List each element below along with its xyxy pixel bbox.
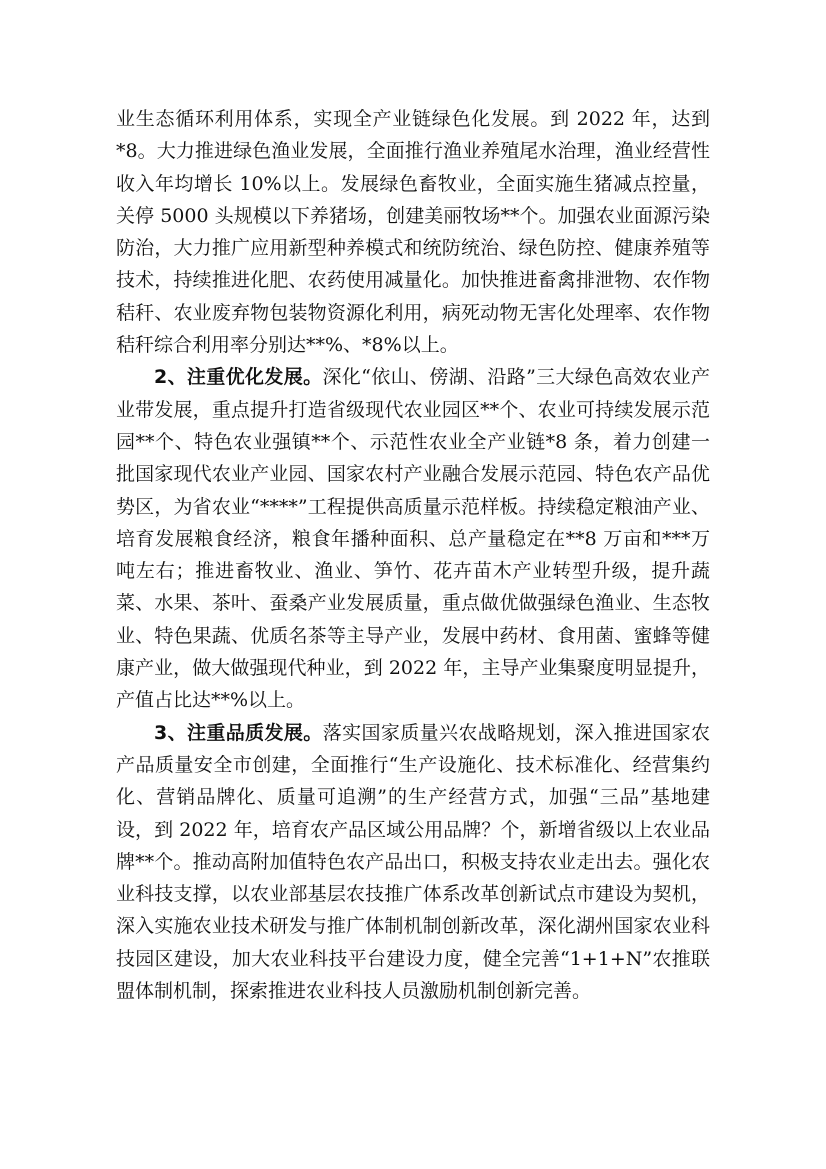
paragraph-text: 深化“依山、傍湖、沿路”三大绿色高效农业产业带发展，重点提升打造省级现代农业园区**个、农业可持续发展示范园**个、特色农业强镇**个、示范性农业全产业链*8 条，着力创建一批国家现代农业产业园、国家农村产业融合发展示范园、特色农产品优势区，为省农业“****”工程提供高质量示范样板。持续稳定粮油产业、培育发展粮食经济，粮食年播种面积、总产量稳定在**8 万亩和***万吨左右；推进畜牧业、渔业、笋竹、花卉苗木产业转型升级，提升蔬菜、水果、茶叶、蚕桑产业发展质量，重点做优做强绿色渔业、生态牧业、特色果蔬、优质名茶等主导产业，发展中药材、食用菌、蜜蜂等健康产业，做大做强现代种业，到 2022 年，主导产业集聚度明显提升，产值占比达**%以上。 — [116, 366, 710, 712]
document-page — [116, 103, 710, 1007]
paragraph-quality-development — [116, 717, 710, 1008]
paragraph-text: 业生态循环利用体系，实现全产业链绿色化发展。到 2022 年，达到*8。大力推进绿色渔业发展，全面推行渔业养殖尾水治理，渔业经营性收入年均增长 10%以上。发展绿色畜牧业，全面实施生猪减点控量，关停 5000 头规模以下养猪场，创建美丽牧场**个。加强农业面源污染防治，大力推广应用新型种养模式和统防统治、绿色防控、健康养殖等技术，持续推进化肥、农药使用减量化。加快推进畜禽排泄物、农作物秸秆、农业废弃物包装物资源化利用，病死动物无害化处理率、农作物秸秆综合利用率分别达**%、*8%以上。 — [116, 108, 710, 357]
paragraph-text: 落实国家质量兴农战略规划，深入推进国家农产品质量安全市创建，全面推行“生产设施化、技术标准化、经营集约化、营销品牌化、质量可追溯”的生产经营方式，加强“三品”基地建设，到 2022 年，培育农产品区域公用品牌？个，新增省级以上农业品牌**个。推动高附加值特色农产品出口，积极支持农业走出去。强化农业科技支撑，以农业部基层农技推广体系改革创新试点市建设为契机，深入实施农业技术研发与推广体制机制创新改革，深化湖州国家农业科技园区建设，加大农业科技平台建设力度，健全完善“1+1+N”农推联盟体制机制，探索推进农业科技人员激励机制创新完善。 — [116, 721, 710, 1003]
paragraph-optimized-development — [116, 361, 710, 716]
section-heading-optimized-development: 2、注重优化发展。 — [154, 366, 323, 389]
section-heading-quality-development: 3、注重品质发展。 — [154, 721, 323, 744]
paragraph-green-development — [116, 103, 710, 361]
